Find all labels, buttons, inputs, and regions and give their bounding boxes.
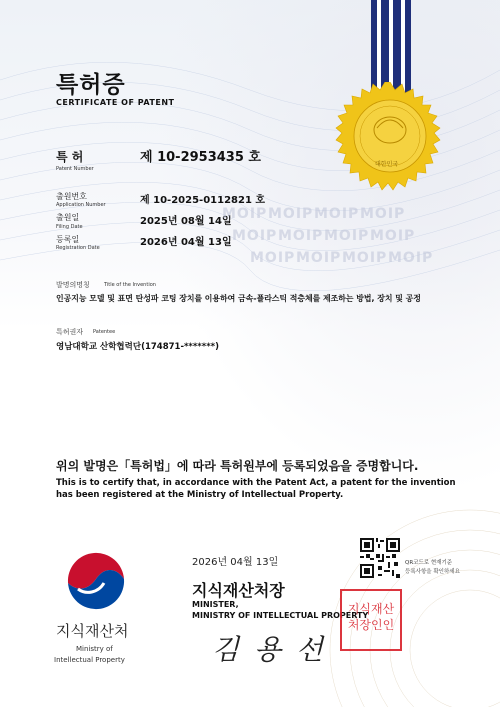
watermark-10: MOIP xyxy=(296,250,342,266)
watermark-9: MOIP xyxy=(250,250,296,266)
watermark-12: MOIP xyxy=(388,250,434,266)
watermark-1: MOIP xyxy=(222,206,268,222)
stamp-line1: 지식재산 xyxy=(347,602,395,616)
registration-date: 2026년 04월 13일 xyxy=(140,237,232,248)
gold-seal-icon xyxy=(335,82,445,192)
minister-title-ko: 지식재산처장 xyxy=(192,581,285,600)
ministry-name-ko: 지식재산처 xyxy=(56,622,129,640)
invention-label-ko: 발명의명칭 xyxy=(56,281,90,289)
certification-ko: 위의 발명은「특허법」에 따라 특허원부에 등록되었음을 증명합니다. xyxy=(56,459,419,473)
ministry-name-en1: Ministry of xyxy=(76,645,113,653)
title-en: CERTIFICATE OF PATENT xyxy=(56,98,175,107)
application-number: 제 10-2025-0112821 호 xyxy=(140,195,266,206)
certification-en-line2: has been registered at the Ministry of Intellectual Property. xyxy=(56,490,344,500)
issue-date: 2026년 04월 13일 xyxy=(192,557,279,568)
watermark-2: MOIP xyxy=(268,206,314,222)
watermark-4: MOIP xyxy=(360,206,406,222)
patent-label-ko: 특 허 xyxy=(56,150,84,164)
title-ko: 특허증 xyxy=(56,72,126,98)
registration-label-ko: 등록일 xyxy=(56,235,80,244)
certification-en-line1: This is to certify that, in accordance with the Patent Act, a patent for the invention xyxy=(56,478,456,488)
official-stamp xyxy=(340,589,402,651)
stamp-line2: 처장인인 xyxy=(347,618,395,632)
watermark-8: MOIP xyxy=(370,228,416,244)
qr-note-line2: 등록사항을 확인하세요 xyxy=(405,569,460,575)
patent-number: 제 10-2953435 호 xyxy=(140,150,261,165)
qr-note-line1: QR코드로 현재기준 xyxy=(405,560,453,566)
watermark-7: MOIP xyxy=(324,228,370,244)
watermark-6: MOIP xyxy=(278,228,324,244)
watermark-3: MOIP xyxy=(314,206,360,222)
patentee-name: 영남대학교 산학협력단(174871-*******) xyxy=(56,342,219,352)
patentee-label-ko: 특허권자 xyxy=(56,328,84,336)
patentee-label-en: Patentee xyxy=(93,329,116,335)
seal-text: 대한민국 xyxy=(375,161,399,168)
application-label-en: Application Number xyxy=(56,202,106,208)
qr-code[interactable] xyxy=(360,538,400,578)
minister-signature: 김 용 선 xyxy=(212,633,326,666)
invention-title: 인공지능 모델 및 표면 탄성파 코팅 장치를 이용하여 금속-플라스틱 적층체를 제조하는 방법, 장치 및 공정 xyxy=(56,294,421,303)
watermark-5: MOIP xyxy=(232,228,278,244)
application-label-ko: 출원번호 xyxy=(56,192,87,201)
watermark-11: MOIP xyxy=(342,250,388,266)
filing-label-en: Filing Date xyxy=(56,224,83,230)
filing-date: 2025년 08월 14일 xyxy=(140,216,232,227)
filing-label-ko: 출원일 xyxy=(56,213,80,222)
invention-label-en: Title of the Invention xyxy=(104,282,156,288)
registration-label-en: Registration Date xyxy=(56,245,100,251)
ministry-logo-icon xyxy=(64,549,128,613)
minister-title-en2: MINISTRY OF INTELLECTUAL PROPERTY xyxy=(192,611,369,620)
patent-label-en: Patent Number xyxy=(56,166,94,172)
minister-title-en1: MINISTER, xyxy=(192,600,239,609)
ministry-name-en2: Intellectual Property xyxy=(54,656,125,664)
